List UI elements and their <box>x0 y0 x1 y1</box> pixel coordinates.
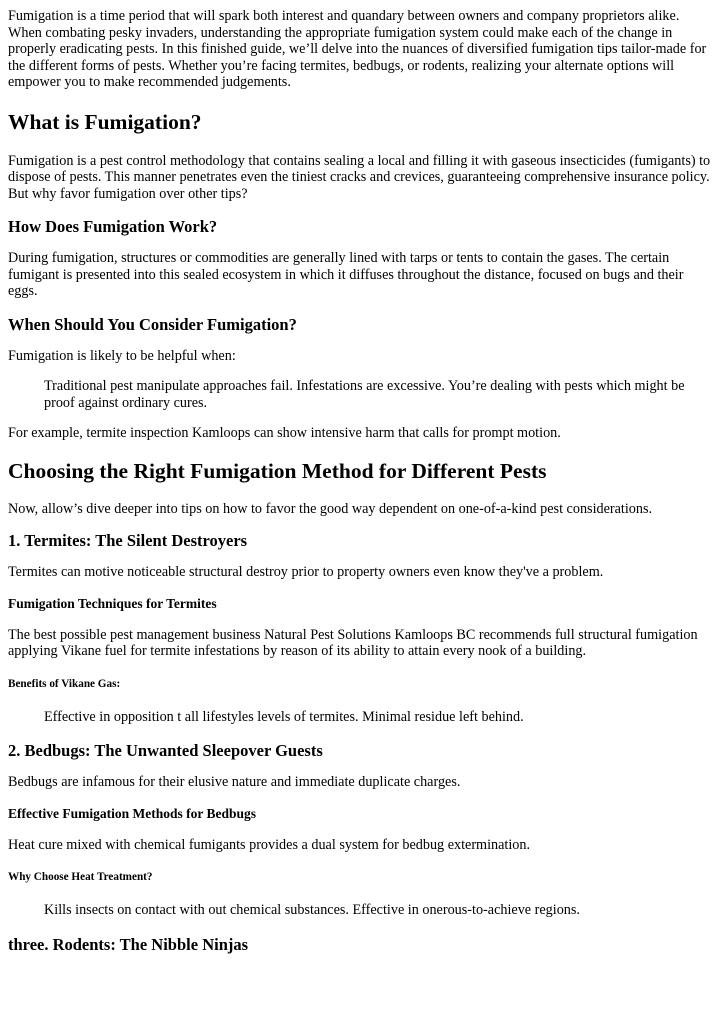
when-consider-paragraph: Fumigation is likely to be helpful when: <box>8 347 236 364</box>
heat-treatment-heading: Why Choose Heat Treatment? <box>8 871 153 883</box>
bedbugs-paragraph: Bedbugs are infamous for their elusive nature and immediate duplicate charges. <box>8 774 461 790</box>
choosing-method-paragraph: Now, allow’s dive deeper into tips on how to favor the good way dependent on one-of-a-kind pest considerations. <box>8 500 653 517</box>
bedbug-methods-heading: Effective Fumigation Methods for Bedbugs <box>8 805 256 821</box>
termites-heading: 1. Termites: The Silent Destroyers <box>8 531 248 550</box>
how-fumigation-works-paragraph: During fumigation, structures or commodities are generally lined with tarps or tents to contain the gases. The certain fumigant is presented into this sealed ecosystem in which it diffuses throughout the distance, focused on bugs and their eggs. <box>8 250 684 299</box>
bedbug-methods-paragraph: Heat cure mixed with chemical fumigants provides a dual system for bedbug extermination. <box>8 836 531 853</box>
what-is-fumigation-paragraph: Fumigation is a pest control methodology that contains sealing a local and filling it with gaseous insecticides (fumigants) to dispose of pests. This manner penetrates even the tiniest cracks and crevices, guaranteeing comprehensive insurance policy. But why favor fumigation over other tips? <box>8 152 711 202</box>
termites-paragraph: Termites can motive noticeable structural destroy prior to property owners even know they've a problem. <box>8 564 604 580</box>
vikane-benefits-heading: Benefits of Vikane Gas: <box>8 677 121 690</box>
termite-example-paragraph: For example, termite inspection Kamloops can show intensive harm that calls for prompt motion. <box>8 425 561 441</box>
intro-paragraph: Fumigation is a time period that will spark both interest and quandary between owners and company proprietors alike. When combating pesky invaders, understanding the appropriate fumigation system could make each of the change in properly eradicating pests. In this finished guide, we’ll delve into the nuances of diversified fumigation tips tailor-made for the different forms of pests. Whether you’re facing termites, bedbugs, or rodents, realizing your alternate options will empower you to make recommended judgements. <box>8 8 707 90</box>
termite-techniques-heading: Fumigation Techniques for Termites <box>8 595 217 611</box>
rodents-heading: three. Rodents: The Nibble Ninjas <box>8 934 249 954</box>
vikane-benefits-quote: Effective in opposition t all lifestyles levels of termites. Minimal residue left behind. <box>44 708 524 725</box>
how-fumigation-works-heading: How Does Fumigation Work? <box>8 217 218 236</box>
when-consider-heading: When Should You Consider Fumigation? <box>8 314 297 334</box>
what-is-fumigation-heading: What is Fumigation? <box>8 109 202 134</box>
heat-treatment-quote: Kills insects on contact with out chemical substances. Effective in onerous-to-achieve regions. <box>44 902 580 918</box>
when-consider-quote: Traditional pest manipulate approaches fail. Infestations are excessive. You’re dealing with pests which might be proof against ordinary cures. <box>44 378 685 411</box>
article <box>0 8 720 954</box>
bedbugs-heading: 2. Bedbugs: The Unwanted Sleepover Guests <box>8 741 323 760</box>
termite-techniques-paragraph: The best possible pest management business Natural Pest Solutions Kamloops BC recommends full structural fumigation applying Vikane fuel for termite infestations by reason of its ability to attain every nook of a building. <box>8 626 698 659</box>
choosing-method-heading: Choosing the Right Fumigation Method for Different Pests <box>8 458 547 483</box>
